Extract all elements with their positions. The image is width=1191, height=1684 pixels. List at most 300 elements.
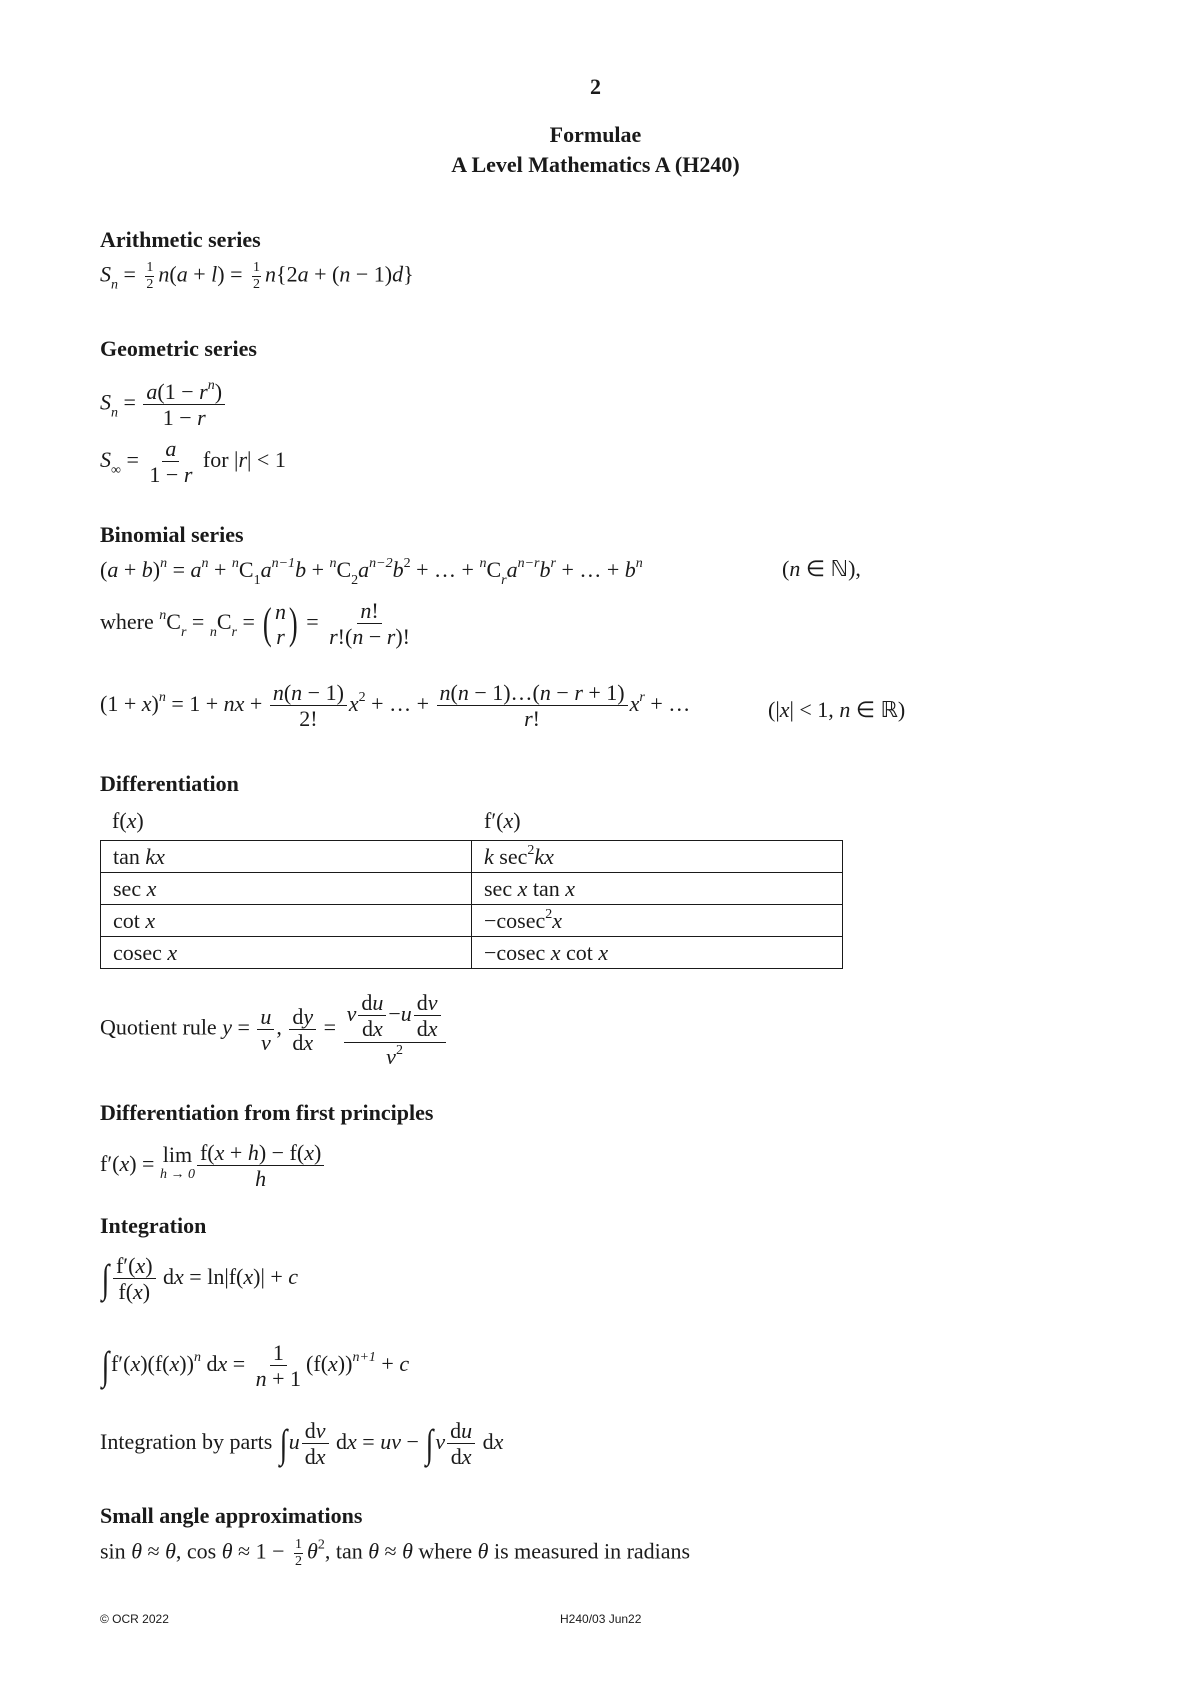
- math-fraction: [289, 1004, 316, 1056]
- math-text: − 1)…(: [468, 680, 540, 705]
- math-variable: c: [399, 1350, 410, 1376]
- math-variable: x: [550, 939, 561, 965]
- math-fraction: [358, 990, 386, 1042]
- math-variable: n: [339, 261, 351, 287]
- math-superscript: 2: [403, 556, 411, 571]
- fraction-denominator: [250, 277, 263, 293]
- fraction-numerator: [162, 436, 179, 462]
- math-fraction: [197, 1140, 324, 1192]
- math-variable: x: [461, 1444, 472, 1470]
- math-variable: x: [119, 1150, 130, 1176]
- fraction-denominator: [258, 1030, 274, 1055]
- table-cell-fprime: [472, 905, 843, 937]
- math-text: is measured in radians: [488, 1538, 691, 1564]
- math-variable: h: [255, 1166, 267, 1192]
- math-superscript: n: [231, 556, 239, 571]
- math-text: )): [179, 1350, 194, 1376]
- math-fraction: [143, 260, 156, 293]
- math-text: + 1): [582, 680, 625, 705]
- math-variable: x: [328, 1350, 338, 1376]
- math-text: d: [292, 1003, 304, 1029]
- math-text: Integration by parts: [100, 1428, 278, 1454]
- math-text: d: [416, 1016, 428, 1042]
- math-superscript: n−1: [271, 556, 296, 571]
- math-text: d: [304, 1444, 316, 1470]
- math-variable: x: [214, 1140, 225, 1165]
- integral-sign: ∫: [101, 1256, 110, 1302]
- math-variable: l: [211, 261, 218, 287]
- math-text: +: [375, 1350, 400, 1376]
- math-variable: k: [484, 844, 494, 869]
- math-variable: n: [789, 556, 801, 581]
- math-variable: S: [100, 389, 111, 415]
- math-text: for |: [197, 446, 239, 472]
- integration-heading: Integration: [100, 1213, 207, 1238]
- table-cell-f: [101, 873, 472, 905]
- math-variable: u: [461, 1418, 473, 1443]
- small-angle-formula: [100, 1537, 690, 1570]
- math-variable: v: [427, 990, 438, 1015]
- math-text: +: [187, 261, 212, 287]
- math-text: ): [145, 1253, 153, 1278]
- math-text: (: [283, 680, 292, 705]
- math-variable: r: [329, 624, 338, 650]
- math-variable: r: [238, 446, 248, 472]
- math-superscript: n: [160, 556, 168, 571]
- math-superscript: n+1: [352, 1349, 376, 1365]
- math-text: | < 1: [247, 446, 286, 472]
- math-text: =: [227, 1350, 251, 1376]
- math-variable: x: [347, 1428, 357, 1454]
- math-fraction: [113, 1253, 156, 1305]
- math-text: C: [336, 557, 352, 582]
- first-principles-formula: [100, 1140, 326, 1192]
- math-fraction: [302, 1418, 329, 1470]
- math-variable: r: [524, 706, 533, 732]
- math-superscript: n: [159, 607, 167, 623]
- math-text: ) =: [129, 1150, 160, 1176]
- math-text: + 1: [266, 1366, 302, 1392]
- math-superscript: n−2: [369, 556, 393, 571]
- math-variable: x: [135, 1253, 146, 1278]
- math-text: = ln|f(: [183, 1263, 244, 1289]
- binomial-general: [100, 680, 690, 732]
- math-text: C: [166, 608, 181, 634]
- math-variable: S: [100, 446, 111, 472]
- math-text: − 1): [302, 680, 344, 705]
- math-variable: a: [260, 557, 272, 582]
- math-variable: θ: [368, 1538, 380, 1564]
- fraction-numerator: [270, 1340, 287, 1366]
- fraction-denominator: [115, 1279, 153, 1304]
- math-superscript: n: [158, 689, 166, 705]
- table-row: [101, 873, 843, 905]
- math-fraction: [292, 1537, 305, 1570]
- math-text: (: [450, 680, 458, 705]
- math-text: +: [208, 557, 232, 582]
- math-text: 2: [253, 277, 261, 293]
- fraction-denominator: [143, 277, 156, 293]
- math-text: =: [167, 557, 191, 582]
- math-text: ≈: [142, 1538, 166, 1564]
- math-variable: nx: [223, 690, 245, 716]
- math-superscript: n: [635, 556, 643, 571]
- math-text: ) − f(: [258, 1140, 305, 1165]
- fraction-denominator: [414, 1016, 441, 1041]
- fraction-numerator: [294, 1537, 303, 1554]
- fraction-numerator: [289, 1004, 316, 1030]
- math-variable: x: [133, 1279, 143, 1305]
- math-text: , cos: [175, 1538, 222, 1564]
- math-text: where: [100, 608, 160, 634]
- math-superscript: r: [550, 556, 556, 571]
- math-text: C: [238, 557, 254, 582]
- math-fraction: [146, 436, 195, 488]
- quotient-rule: [100, 990, 448, 1069]
- math-variable: b: [539, 557, 551, 582]
- math-variable: kx: [145, 843, 165, 869]
- math-superscript: n: [329, 556, 337, 571]
- math-text: 1: [272, 1340, 284, 1365]
- math-text: − 1): [350, 261, 393, 287]
- footer-copyright: © OCR 2022: [100, 1612, 169, 1626]
- math-text: ): [151, 690, 159, 716]
- math-variable: y: [222, 1014, 232, 1040]
- math-text: d: [416, 990, 428, 1015]
- math-variable: x: [303, 1029, 314, 1055]
- math-subscript: 2: [351, 573, 359, 588]
- math-text: 1: [146, 260, 154, 275]
- math-text: , tan: [324, 1538, 369, 1564]
- math-text: +: [244, 690, 268, 716]
- math-variable: x: [629, 690, 640, 716]
- fraction-numerator: [145, 260, 154, 277]
- math-text: | < 1,: [789, 697, 840, 722]
- math-text: −cosec: [484, 939, 551, 965]
- math-text: −: [388, 1000, 401, 1026]
- math-variable: v: [346, 1000, 357, 1026]
- math-superscript: n: [207, 378, 215, 393]
- math-variable: θ: [307, 1538, 318, 1564]
- math-fraction: [250, 260, 263, 293]
- math-variable: r: [199, 379, 208, 404]
- fraction-denominator: [326, 624, 413, 649]
- fraction-numerator: [302, 1418, 329, 1444]
- math-superscript: 2: [545, 907, 553, 922]
- fraction-denominator: [160, 405, 209, 430]
- math-variable: u: [400, 1000, 412, 1026]
- math-text: (: [782, 556, 790, 581]
- math-subscript: n: [111, 405, 118, 421]
- math-variable: x: [372, 1016, 383, 1042]
- math-fraction: [447, 1418, 475, 1470]
- binomial-bottom: r: [276, 623, 285, 649]
- math-superscript: r: [639, 689, 645, 705]
- fraction-numerator: [414, 990, 441, 1016]
- math-text: !: [371, 598, 379, 623]
- math-subscript: r: [501, 573, 507, 588]
- math-text: d: [450, 1444, 462, 1470]
- math-text: ∈ ℝ): [850, 697, 906, 722]
- math-text: (1 −: [157, 379, 200, 404]
- math-text: d: [361, 1016, 373, 1042]
- fraction-numerator: [197, 1140, 324, 1166]
- table-row: [101, 937, 843, 969]
- math-text: =: [118, 261, 142, 287]
- math-text: 2: [146, 277, 154, 293]
- math-variable: x: [126, 808, 137, 833]
- math-text: d: [477, 1428, 494, 1454]
- math-text: sin: [100, 1538, 132, 1564]
- math-variable: x: [493, 1428, 504, 1454]
- math-variable: θ: [477, 1538, 489, 1564]
- math-text: cosec: [113, 939, 168, 965]
- math-text: f(: [118, 1279, 134, 1305]
- math-text: (1 +: [100, 690, 142, 716]
- math-text: ): [142, 1279, 151, 1305]
- page-title: Formulae: [549, 122, 642, 147]
- math-text: ,: [276, 1014, 288, 1040]
- fraction-numerator: [257, 1004, 274, 1030]
- math-text: +: [306, 557, 330, 582]
- math-text: d: [200, 1350, 218, 1376]
- table-cell-f: [101, 937, 472, 969]
- math-text: f′(: [100, 1150, 120, 1176]
- math-text: = 1 +: [165, 690, 224, 716]
- math-text: + …: [644, 690, 691, 716]
- column-header-f: [112, 808, 144, 834]
- math-superscript: 2: [358, 689, 366, 705]
- math-variable: a: [358, 557, 370, 582]
- math-text: cot: [113, 907, 146, 933]
- binomial-heading: Binomial series: [100, 522, 244, 547]
- table-cell-fprime: [472, 873, 843, 905]
- math-variable: y: [303, 1003, 314, 1029]
- math-variable: d: [392, 261, 404, 287]
- math-variable: x: [565, 875, 576, 901]
- page-number: 2: [590, 74, 601, 99]
- math-text: (: [100, 557, 108, 582]
- math-variable: v: [261, 1029, 271, 1055]
- fraction-numerator: [358, 990, 386, 1016]
- binomial-expansion: [100, 556, 643, 589]
- math-superscript: 2: [527, 843, 535, 858]
- math-variable: v: [435, 1428, 446, 1454]
- math-text: −: [363, 624, 387, 650]
- geometric-heading: Geometric series: [100, 336, 257, 361]
- math-fraction: [143, 378, 225, 431]
- math-text: (: [169, 261, 177, 287]
- integral-sign: ∫: [101, 1343, 110, 1389]
- math-text: )): [337, 1350, 353, 1376]
- fraction-denominator: [146, 462, 195, 487]
- math-variable: v: [386, 1043, 396, 1069]
- fraction-denominator: [383, 1043, 406, 1069]
- math-text: (|: [768, 697, 780, 722]
- math-fraction: [344, 990, 446, 1069]
- math-fraction: [437, 680, 628, 732]
- math-variable: r: [386, 624, 396, 650]
- geometric-infinite-formula: [100, 436, 286, 488]
- math-variable: r: [574, 680, 583, 705]
- math-variable: v: [315, 1418, 326, 1443]
- math-variable: a: [190, 557, 202, 582]
- math-variable: x: [141, 690, 152, 716]
- math-variable: a: [165, 436, 177, 461]
- math-text: =: [120, 446, 145, 472]
- math-text: d: [157, 1263, 175, 1289]
- math-variable: b: [295, 557, 307, 582]
- math-variable: x: [217, 1350, 228, 1376]
- math-text: )!: [395, 624, 410, 650]
- math-text: ≈ 1 −: [232, 1538, 291, 1564]
- math-text: 1: [295, 1537, 303, 1552]
- math-text: )(f(: [140, 1350, 170, 1376]
- math-variable: a: [176, 261, 188, 287]
- math-variable: θ: [221, 1538, 233, 1564]
- math-text: + … +: [555, 557, 625, 582]
- math-variable: b: [141, 557, 153, 582]
- math-fraction: [414, 990, 441, 1042]
- fraction-denominator: [252, 1166, 269, 1191]
- math-text: Quotient rule: [100, 1014, 223, 1040]
- math-text: =: [356, 1428, 381, 1454]
- math-text: d: [292, 1029, 304, 1055]
- math-superscript: 2: [317, 1537, 325, 1553]
- math-variable: x: [145, 907, 156, 933]
- math-text: +: [118, 557, 142, 582]
- math-text: )| +: [253, 1263, 289, 1289]
- fraction-numerator: [344, 990, 446, 1043]
- math-text: d: [361, 990, 373, 1015]
- arithmetic-heading: Arithmetic series: [100, 227, 261, 252]
- math-variable: u: [288, 1428, 300, 1454]
- math-variable: x: [167, 939, 178, 965]
- math-text: ): [136, 808, 144, 833]
- math-subscript: ∞: [111, 462, 121, 478]
- math-variable: x: [598, 939, 609, 965]
- math-variable: c: [288, 1263, 299, 1289]
- table-row: [101, 841, 843, 873]
- math-variable: θ: [402, 1538, 413, 1564]
- math-text: =: [231, 1014, 256, 1040]
- math-text: ) =: [217, 261, 249, 287]
- math-text: f′(: [115, 1253, 136, 1278]
- math-variable: h: [247, 1140, 259, 1165]
- math-variable: u: [260, 1003, 272, 1029]
- table-cell-f: [101, 841, 472, 873]
- math-text: + … +: [365, 690, 435, 716]
- integration-log-rule: [100, 1253, 298, 1305]
- math-text: ∈ ℕ),: [800, 556, 861, 581]
- binomial-expansion-condition: [782, 556, 861, 582]
- math-subscript: r: [180, 624, 187, 640]
- math-subscript: 1: [253, 573, 261, 588]
- math-text: =: [186, 608, 210, 634]
- fraction-denominator: [253, 1366, 304, 1391]
- math-variable: n: [539, 680, 551, 705]
- first-principles-heading: Differentiation from first principles: [100, 1100, 434, 1125]
- arithmetic-formula: [100, 260, 414, 294]
- math-variable: n: [255, 1366, 267, 1392]
- table-cell-fprime: [472, 937, 843, 969]
- math-text: 2!: [299, 706, 318, 732]
- page-subtitle: A Level Mathematics A (H240): [451, 152, 740, 177]
- math-variable: a: [107, 557, 119, 582]
- math-superscript: n: [479, 556, 487, 571]
- table-cell-f: [101, 905, 472, 937]
- binomial-coefficient: [260, 599, 300, 650]
- math-text: d: [304, 1418, 316, 1443]
- math-variable: x: [169, 1350, 180, 1376]
- limit-label: lim: [162, 1142, 193, 1167]
- math-text: cot: [560, 939, 599, 965]
- math-text: −cosec: [484, 908, 546, 933]
- math-variable: b: [624, 557, 636, 582]
- math-text: d: [330, 1428, 348, 1454]
- fraction-numerator: [252, 260, 261, 277]
- math-text: sec: [484, 875, 518, 901]
- fraction-denominator: [296, 706, 320, 731]
- integration-by-parts: [100, 1418, 503, 1470]
- math-text: ): [214, 379, 223, 404]
- limit: [160, 1143, 195, 1183]
- math-text: +: [224, 1140, 248, 1165]
- math-variable: x: [517, 875, 528, 901]
- math-variable: a: [506, 557, 518, 582]
- math-text: !: [532, 706, 540, 732]
- math-variable: n: [158, 261, 170, 287]
- math-text: where: [412, 1538, 478, 1564]
- integral-sign: ∫: [279, 1421, 288, 1467]
- math-variable: b: [392, 557, 404, 582]
- math-variable: x: [130, 1350, 141, 1376]
- math-variable: a: [146, 379, 158, 404]
- integral-sign: ∫: [426, 1421, 434, 1467]
- fraction-denominator: [292, 1554, 305, 1570]
- math-text: (f(: [306, 1350, 329, 1376]
- math-text: {2: [276, 261, 298, 287]
- binomial-general-condition: [768, 697, 905, 723]
- math-variable: x: [146, 875, 157, 901]
- math-text: f′(: [110, 1350, 131, 1376]
- math-variable: x: [503, 808, 514, 833]
- math-variable: x: [552, 908, 563, 933]
- math-fraction: [270, 680, 347, 732]
- math-variable: kx: [534, 844, 554, 869]
- math-variable: n: [265, 261, 277, 287]
- math-text: + (: [308, 261, 340, 287]
- math-variable: u: [372, 990, 384, 1015]
- math-variable: uv: [380, 1428, 401, 1454]
- math-variable: n: [352, 624, 364, 650]
- right-paren: ): [288, 598, 298, 648]
- math-text: C: [486, 557, 502, 582]
- fraction-numerator: [357, 598, 381, 624]
- math-text: =: [118, 389, 142, 415]
- math-text: f(: [112, 808, 127, 833]
- math-text: −: [550, 680, 575, 705]
- math-variable: S: [100, 261, 111, 287]
- fraction-numerator: [270, 680, 347, 706]
- math-variable: a: [297, 261, 309, 287]
- math-variable: x: [779, 697, 790, 722]
- math-variable: x: [174, 1263, 184, 1289]
- math-text: f(: [199, 1140, 215, 1165]
- math-variable: n: [839, 697, 851, 722]
- fraction-numerator: [143, 378, 225, 405]
- math-subscript: n: [111, 277, 118, 293]
